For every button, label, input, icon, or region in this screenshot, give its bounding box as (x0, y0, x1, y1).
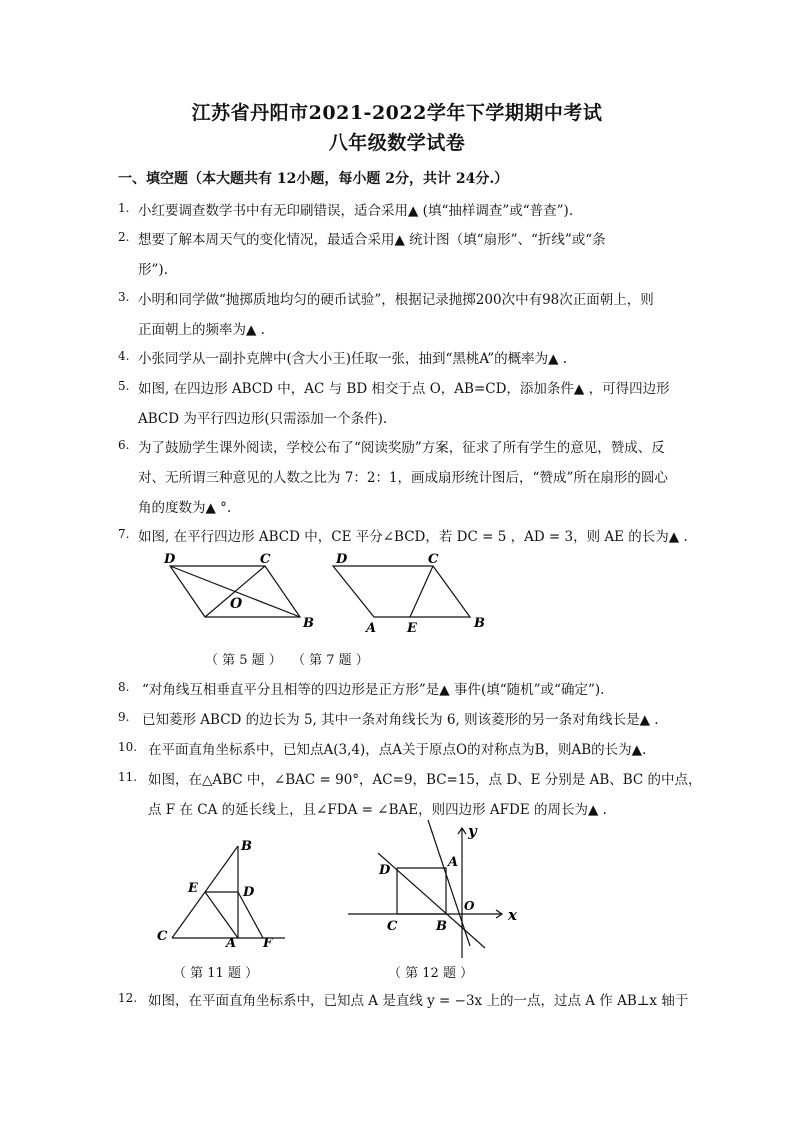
title-line-1: 江苏省丹阳市2021-2022学年下学期期中考试 (191, 102, 603, 124)
caption-q7: （ 第 7 题 ） (292, 653, 369, 668)
question-6-text-cont: 对、无所谓三种意见的人数之比为 7：2：1，画成扇形统计图后，“赞成”所在扇形的圆心 (138, 470, 668, 486)
figure-q7 (333, 566, 470, 617)
label-e: E (188, 881, 198, 896)
label-a: A (448, 855, 459, 870)
label-c: C (387, 919, 398, 934)
question-number: 3. (118, 290, 130, 304)
question-number: 8. (118, 680, 130, 694)
question-number: 5. (118, 379, 130, 393)
question-3-text-cont: 正面朝上的频率为▲ . (138, 322, 265, 338)
title-line-2: 八年级数学试卷 (328, 132, 466, 154)
label-e: E (407, 621, 417, 636)
question-1-text: 小红要调查数学书中有无印刷错误，适合采用▲ (填“抽样调查”或“普查”). (138, 203, 574, 219)
question-number: 9. (118, 710, 130, 724)
question-12-text: 如图，在平面直角坐标系中，已知点 A 是直线 y = −3x 上的一点，过点 A 作 AB⊥x 轴于 (148, 993, 689, 1009)
question-4-text: 小张同学从一副扑克牌中(含大小王)任取一张，抽到“黑桃A”的概率为▲ . (138, 351, 568, 367)
label-d: D (243, 885, 255, 900)
parallelogram-abcd-q7 (333, 566, 470, 617)
caption-q12: （ 第 12 题 ） (388, 966, 474, 981)
question-5-text-cont: ABCD 为平行四边形(只需添加一个条件). (138, 411, 388, 427)
label-a: A (226, 936, 237, 951)
label-c: C (157, 929, 168, 944)
question-6-text-cont: 角的度数为▲ °. (138, 500, 232, 516)
question-number: 11. (118, 770, 138, 784)
question-number: 4. (118, 349, 130, 363)
label-b: B (241, 839, 252, 854)
label-d: D (164, 552, 176, 567)
figure-q12 (348, 820, 502, 958)
question-10-text: 在平面直角坐标系中，已知点A(3,4)，点A关于原点O的对称点为B，则AB的长为▲. (148, 742, 647, 758)
question-5-text: 如图, 在四边形 ABCD 中，AC 与 BD 相交于点 O，AB=CD，添加条件▲ ，可得四边形 (138, 381, 670, 397)
label-b: B (303, 616, 314, 631)
label-d: D (379, 863, 391, 878)
label-b: B (436, 919, 447, 934)
segment-ea (205, 892, 238, 938)
label-f: F (263, 936, 273, 951)
section-heading: 一、填空题（本大题共有 12小题，每小题 2分，共计 24分.） (118, 171, 509, 187)
question-number: 10. (118, 740, 138, 754)
question-2-text: 想要了解本周天气的变化情况，最适合采用▲ 统计图（填“扇形”、“折线”或“条 (138, 232, 606, 248)
question-number: 6. (118, 438, 130, 452)
caption-q5: （ 第 5 题 ） (205, 653, 282, 668)
question-number: 7. (118, 527, 130, 541)
segment-ce (410, 566, 433, 617)
question-8-text: “对角线互相垂直平分且相等的四边形是正方形”是▲ 事件(填“随机”或“确定”). (142, 682, 605, 698)
question-9-text: 已知菱形 ABCD 的边长为 5, 其中一条对角线长为 6, 则该菱形的另一条对角线长是▲ . (142, 712, 659, 728)
question-number: 2. (118, 230, 130, 244)
label-c: C (428, 552, 439, 567)
label-y: y (468, 822, 477, 840)
question-2-text-cont: 形”). (138, 262, 168, 278)
label-o: O (464, 899, 475, 913)
question-6-text: 为了鼓励学生课外阅读，学校公布了“阅读奖励”方案，征求了所有学生的意见，赞成、反 (138, 440, 665, 456)
caption-q11: （ 第 11 题 ） (173, 966, 259, 981)
question-11-text-cont: 点 F 在 CA 的延长线上，且∠FDA = ∠BAE，则四边形 AFDE 的周长为▲ . (148, 802, 607, 818)
line-y-neg3x (428, 820, 470, 946)
label-x: x (508, 906, 517, 924)
label-o: O (230, 596, 243, 612)
figure-q5-q7 (150, 548, 500, 643)
figure-q11-q12 (150, 818, 530, 960)
label-a: A (366, 621, 377, 636)
label-d: D (336, 552, 348, 567)
question-number: 12. (118, 991, 138, 1005)
question-11-text: 如图，在△ABC 中，∠BAC = 90°，AC=9，BC=15，点 D、E 分别是 AB、BC 的中点， (148, 772, 702, 788)
question-7-text: 如图, 在平行四边形 ABCD 中，CE 平分∠BCD，若 DC = 5 ，AD = 3，则 AE 的长为▲ . (138, 529, 688, 545)
label-c: C (260, 552, 271, 567)
label-b: B (474, 616, 485, 631)
question-number: 1. (118, 201, 130, 215)
question-3-text: 小明和同学做“抛掷质地均匀的硬币试验”，根据记录抛掷200次中有98次正面朝上，则 (138, 292, 654, 308)
